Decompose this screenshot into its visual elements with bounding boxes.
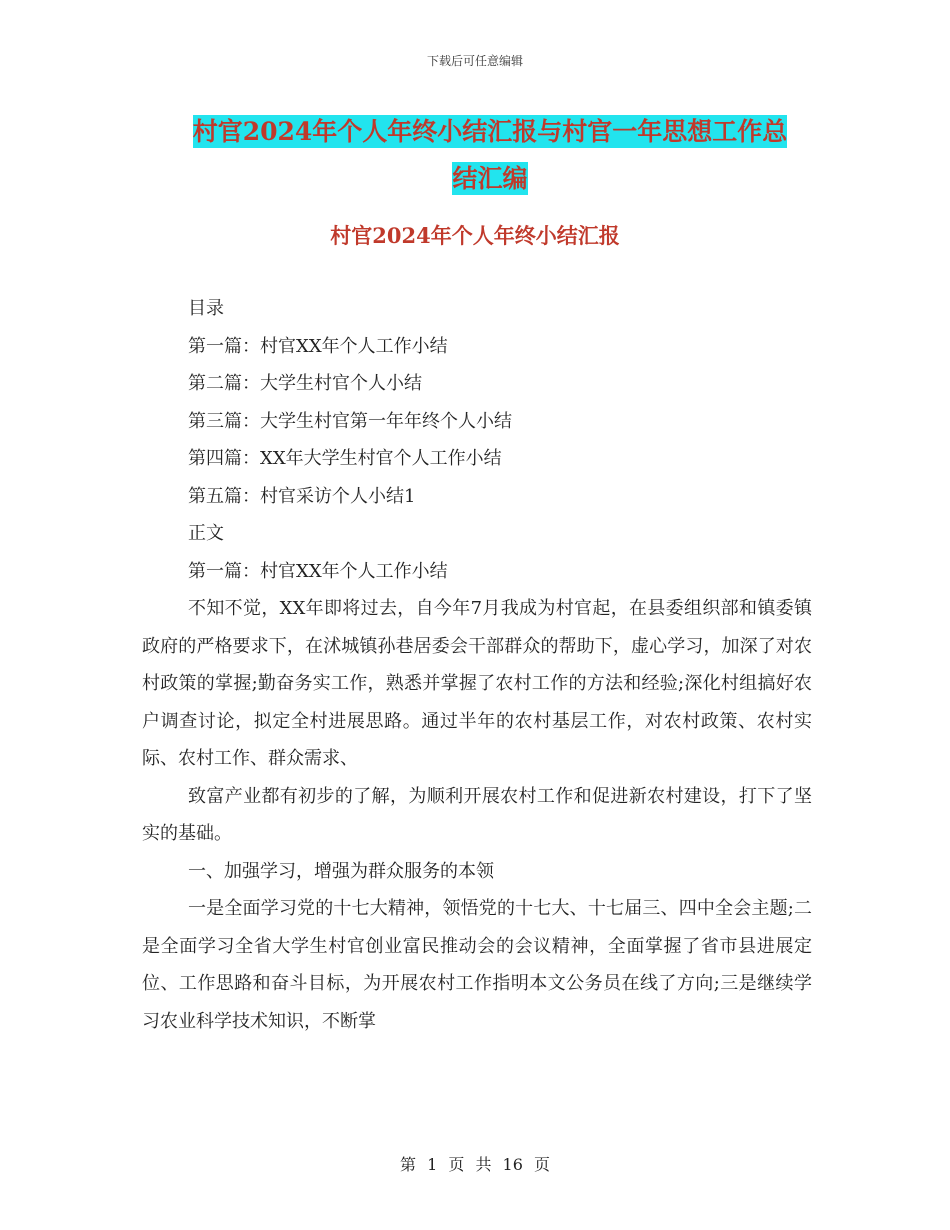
- title-line-2: 结汇编: [452, 164, 528, 193]
- page-footer: 第 1 页 共 16 页: [400, 1155, 550, 1174]
- document-body: [142, 290, 812, 1040]
- toc-item: 第二篇：大学生村官个人小结: [188, 373, 422, 394]
- toc-item: 第五篇：村官采访个人小结1: [188, 485, 416, 507]
- paragraph: 不知不觉，XX年即将过去，自今年7月我成为村官起，在县委组织部和镇委镇政府的严格要求下，在沭城镇孙巷居委会干部群众的帮助下，虚心学习，加深了对农村政策的掌握;勤奋务实工作，熟悉并掌握了农村工作的方法和经验;深化村组搞好农户调查讨论，拟定全村进展思路。通过半年的农村基层工作，对农村政策、农村实际、农村工作、群众需求、: [142, 598, 812, 769]
- toc-item: 第一篇：村官XX年个人工作小结: [188, 335, 448, 357]
- section-subtitle: 村官2024年个人年终小结汇报: [330, 223, 620, 248]
- paragraph: 一是全面学习党的十七大精神，领悟党的十七大、十七届三、四中全会主题;二是全面学习全省大学生村官创业富民推动会的会议精神，全面掌握了省市县进展定位、工作思路和奋斗目标，为开展农村工作指明本文公务员在线了方向;三是继续学习农业科学技术知识，不断掌: [142, 898, 812, 1032]
- header-note: 下载后可任意编辑: [426, 54, 523, 68]
- toc-heading: 目录: [188, 298, 224, 319]
- toc-item: 第三篇：大学生村官第一年年终个人小结: [188, 410, 512, 432]
- chapter-title: 第一篇：村官XX年个人工作小结: [188, 560, 448, 582]
- paragraph: 一、加强学习，增强为群众服务的本领: [188, 860, 494, 882]
- title-line-1: 村官2024年个人年终小结汇报与村官一年思想工作总: [192, 117, 788, 146]
- document-title: [140, 108, 840, 202]
- toc-item: 第四篇：XX年大学生村官个人工作小结: [188, 448, 502, 469]
- paragraph: 致富产业都有初步的了解，为顺利开展农村工作和促进新农村建设，打下了坚实的基础。: [142, 785, 812, 844]
- body-heading: 正文: [188, 523, 224, 544]
